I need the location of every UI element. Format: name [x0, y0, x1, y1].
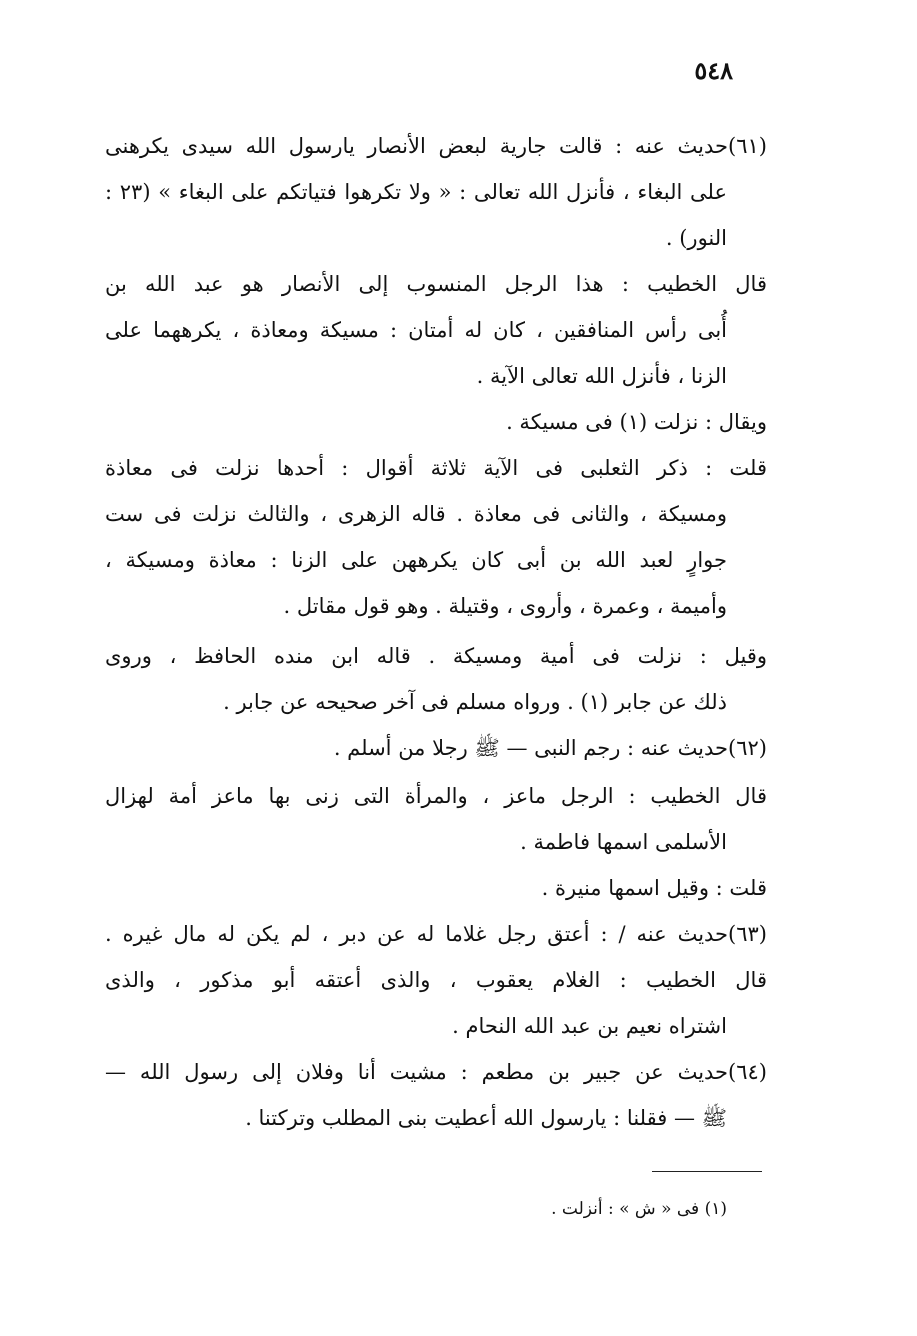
page-number: ٥٤٨	[694, 56, 733, 85]
footnote: (١) فى « ش » : أنزلت .	[551, 1199, 727, 1219]
text-line: ومسيكة ، والثانى فى معاذة . قاله الزهرى ، والثالث نزلت فى ست	[105, 502, 727, 526]
text-line: على البغاء ، فأنزل الله تعالى : « ولا تكرهوا فتياتكم على البغاء » (٢٣ :	[105, 180, 727, 204]
text-line: وأميمة ، وعمرة ، وأروى ، وقتيلة . وهو قول مقاتل .	[283, 594, 727, 618]
text-line: قلت : ذكر الثعلبى فى الآية ثلاثة أقوال : أحدها نزلت فى معاذة	[105, 456, 767, 480]
text-line: (٦٢)حديث عنه : رجم النبى — ﷺ رجلا من أسلم .	[333, 736, 767, 760]
text-line: (٦١)حديث عنه : قالت جارية لبعض الأنصار يارسول الله سيدى يكرهنى	[105, 134, 767, 158]
text-line: (٦٤)حديث عن جبير بن مطعم : مشيت أنا وفلان إلى رسول الله —	[105, 1060, 767, 1084]
text-line: الزنا ، فأنزل الله تعالى الآية .	[476, 364, 727, 388]
text-line: أُبى رأس المنافقين ، كان له أمتان : مسيكة ومعاذة ، يكرههما على	[105, 318, 727, 342]
text-line: النور) .	[665, 226, 727, 250]
text-line: (٦٣)حديث عنه / : أعتق رجل غلاما له عن دبر ، لم يكن له مال غيره .	[105, 922, 767, 946]
text-line: قال الخطيب : الغلام يعقوب ، والذى أعتقه أبو مذكور ، والذى	[105, 968, 767, 992]
text-line: ﷺ — فقلنا : يارسول الله أعطيت بنى المطلب وتركتنا .	[245, 1106, 727, 1130]
text-line: قال الخطيب : الرجل ماعز ، والمرأة التى زنى بها ماعز أمة لهزال	[105, 784, 767, 808]
text-line: جوارٍ لعبد الله بن أبى كان يكرههن على الزنا : معاذة ومسيكة ،	[105, 548, 727, 572]
text-line: اشتراه نعيم بن عبد الله النحام .	[452, 1014, 727, 1038]
text-line: قلت : وقيل اسمها منيرة .	[541, 876, 767, 900]
text-line: ويقال : نزلت (١) فى مسيكة .	[506, 410, 767, 434]
footnote-divider	[652, 1171, 762, 1172]
text-line: الأسلمى اسمها فاطمة .	[520, 830, 727, 854]
text-line: وقيل : نزلت فى أمية ومسيكة . قاله ابن منده الحافظ ، وروى	[105, 644, 767, 668]
text-line: قال الخطيب : هذا الرجل المنسوب إلى الأنصار هو عبد الله بن	[105, 272, 767, 296]
text-line: ذلك عن جابر (١) . ورواه مسلم فى آخر صحيحه عن جابر .	[223, 690, 727, 714]
